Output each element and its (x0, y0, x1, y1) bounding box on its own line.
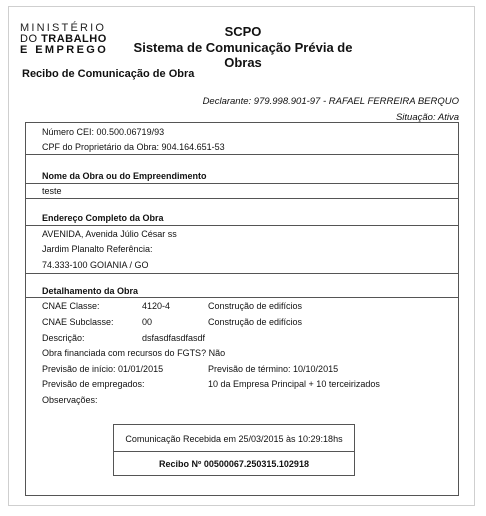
detalhamento-heading: Detalhamento da Obra (42, 286, 139, 296)
cnae-subclasse-label: CNAE Subclasse: (42, 317, 114, 327)
system-name: Sistema de Comunicação Prévia de Obras (133, 40, 353, 70)
cnae-classe-label: CNAE Classe: (42, 301, 100, 311)
divider (26, 225, 458, 226)
divider (26, 154, 458, 155)
declarante-text: Declarante: 979.998.901-97 - RAFAEL FERREIRA BERQUO (202, 96, 459, 107)
previsao-inicio: Previsão de início: 01/01/2015 (42, 364, 164, 374)
descricao-label: Descrição: (42, 333, 85, 343)
divider (26, 198, 458, 199)
logo-line-3: E EMPREGO (20, 44, 109, 56)
comunicacao-recebida: Comunicação Recebida em 25/03/2015 às 10:29:18hs (125, 434, 343, 444)
logo-line-2-bold: TRABALHO (41, 33, 107, 45)
endereco-heading: Endereço Completo da Obra (42, 213, 164, 223)
cpf-proprietario: CPF do Proprietário da Obra: 904.164.651-53 (42, 142, 225, 152)
nome-obra-heading: Nome da Obra ou do Empreendimento (42, 171, 207, 181)
document-title: Recibo de Comunicação de Obra (22, 68, 195, 80)
receipt-details-box (25, 122, 459, 496)
situacao-text: Situação: Ativa (395, 112, 459, 123)
previsao-empregados-label: Previsão de empregados: (42, 379, 145, 389)
previsao-termino: Previsão de término: 10/10/2015 (208, 364, 339, 374)
divider (26, 183, 458, 184)
receipt-stamp-box (113, 424, 355, 476)
endereco-line-2: Jardim Planalto Referência: (42, 244, 153, 254)
fgts-financing: Obra financiada com recursos do FGTS? Não (42, 348, 226, 358)
previsao-empregados-value: 10 da Empresa Principal + 10 terceirizados (208, 379, 380, 389)
observacoes-label: Observações: (42, 395, 98, 405)
divider (114, 451, 354, 452)
cnae-classe-code: 4120-4 (142, 301, 171, 311)
endereco-line-3: 74.333-100 GOIANIA / GO (42, 260, 149, 270)
system-acronym: SCPO (224, 24, 262, 39)
cnae-subclasse-code: 00 (142, 317, 153, 327)
system-header (118, 24, 368, 70)
recibo-number: Recibo Nº 00500067.250315.102918 (159, 459, 309, 469)
divider (26, 273, 458, 274)
ministry-logo (20, 23, 108, 56)
descricao-value: dsfasdfasdfasdf (142, 333, 206, 343)
cnae-classe-desc: Construção de edifícios (208, 301, 303, 311)
nome-obra-value: teste (42, 186, 62, 196)
logo-line-2-prefix: DO (20, 33, 42, 45)
cnae-subclasse-desc: Construção de edifícios (208, 317, 303, 327)
endereco-line-1: AVENIDA, Avenida Júlio César ss (42, 229, 177, 239)
numero-cei: Número CEI: 00.500.06719/93 (42, 127, 165, 137)
divider (26, 297, 458, 298)
logo-line-1: MINISTÉRIO (20, 22, 107, 34)
